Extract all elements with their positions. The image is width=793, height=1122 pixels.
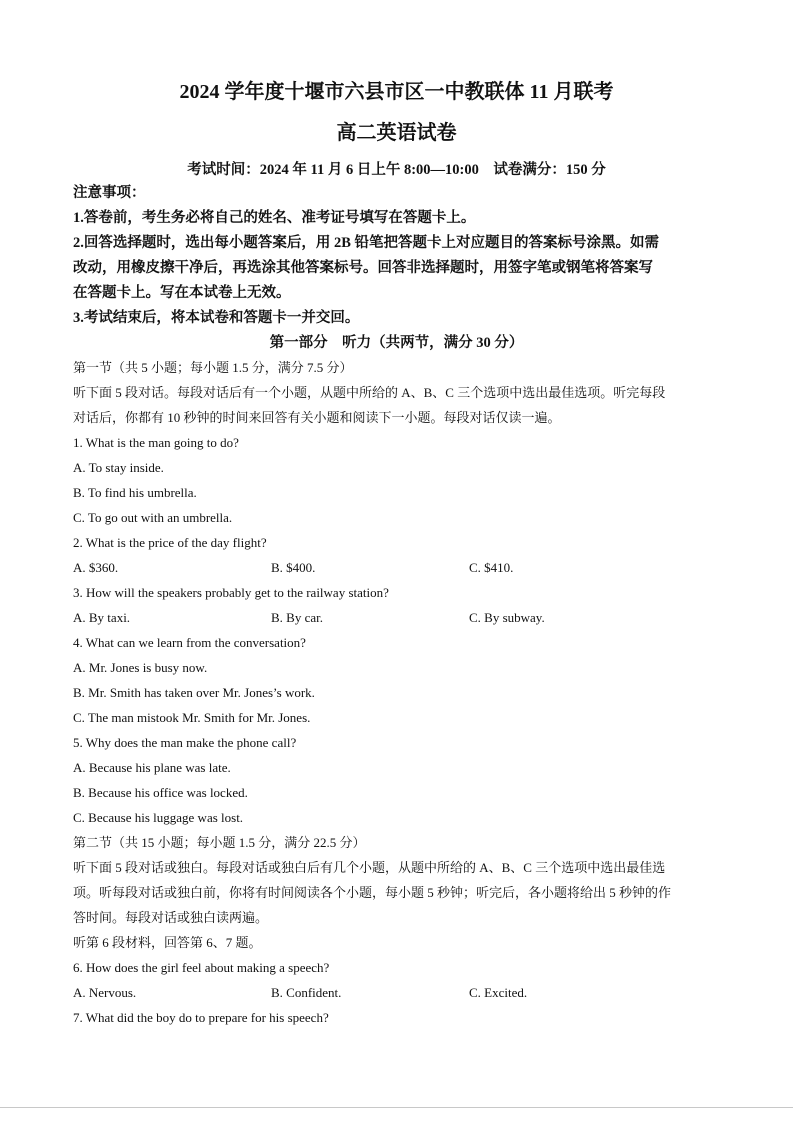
exam-time-and-score: 考试时间：2024 年 11 月 6 日上午 8:00—10:00 试卷满分：150 分 (187, 162, 606, 178)
question-7 (73, 1005, 720, 1030)
option-c: C. The man mistook Mr. Smith for Mr. Jones. (73, 710, 311, 725)
option-a: A. Mr. Jones is busy now. (73, 660, 208, 675)
notice-item: 2.回答选择题时，选出每小题答案后，用 2B 铅笔把答题卡上对应题目的答案标号涂黑。如需 (73, 235, 660, 251)
option-a: A. Because his plane was late. (73, 760, 231, 775)
exam-title: 2024 学年度十堰市六县市区一中教联体 11 月联考 (179, 81, 614, 103)
option-c: C. $410. (469, 560, 514, 575)
option-a: A. Nervous. (73, 985, 137, 1000)
option-a: A. By taxi. (73, 610, 131, 625)
option-c: C. To go out with an umbrella. (73, 510, 233, 525)
option-a: A. $360. (73, 560, 119, 575)
question-text: 3. How will the speakers probably get to the railway station? (73, 585, 389, 600)
option-c: C. Excited. (469, 985, 528, 1000)
notice-item: 3.考试结束后，将本试卷和答题卡一并交回。 (73, 310, 360, 326)
question-text: 2. What is the price of the day flight? (73, 535, 267, 550)
question-5 (73, 730, 720, 830)
notice-heading: 注意事项： (73, 185, 146, 201)
question-3 (73, 580, 720, 630)
option-b: B. By car. (271, 610, 323, 625)
notice-item: 1.答卷前，考生务必将自己的姓名、准考证号填写在答题卡上。 (73, 210, 476, 226)
option-b: B. Because his office was locked. (73, 785, 248, 800)
option-c: C. Because his luggage was lost. (73, 810, 244, 825)
section1 (73, 355, 720, 830)
option-b: B. Confident. (271, 985, 342, 1000)
question-2 (73, 530, 720, 580)
section1-instructions: 对话后，你都有 10 秒钟的时间来回答有关小题和阅读下一小题。每段对话仅读一遍。 (73, 410, 561, 425)
question-text: 1. What is the man going to do? (73, 435, 239, 450)
options-row (73, 555, 720, 580)
question-6 (73, 955, 720, 1005)
section2 (73, 830, 720, 1030)
question-text: 6. How does the girl feel about making a speech? (73, 960, 330, 975)
question-1 (73, 430, 720, 530)
question-text: 5. Why does the man make the phone call? (73, 735, 297, 750)
question-4 (73, 630, 720, 730)
notice-item: 在答题卡上。写在本试卷上无效。 (73, 285, 291, 301)
options-row (73, 605, 720, 630)
section1-instructions: 听下面 5 段对话。每段对话后有一个小题，从题中所给的 A、B、C 三个选项中选出最佳选项。听完每段 (73, 385, 666, 400)
exam-subtitle: 高二英语试卷 (336, 122, 457, 144)
section2-heading: 第二节（共 15 小题；每小题 1.5 分，满分 22.5 分） (73, 835, 366, 850)
option-a: A. To stay inside. (73, 460, 164, 475)
options-row (73, 980, 720, 1005)
option-b: B. $400. (271, 560, 316, 575)
option-b: B. Mr. Smith has taken over Mr. Jones’s work. (73, 685, 315, 700)
option-c: C. By subway. (469, 610, 545, 625)
material-6-note: 听第 6 段材料，回答第 6、7 题。 (73, 935, 262, 950)
section2-instructions: 项。听每段对话或独白前，你将有时间阅读各个小题，每小题 5 秒钟；听完后，各小题将给出 5 秒钟的作 (73, 885, 672, 900)
option-b: B. To find his umbrella. (73, 485, 197, 500)
question-text: 4. What can we learn from the conversation? (73, 635, 306, 650)
notice-item: 改动，用橡皮擦干净后，再选涂其他答案标号。回答非选择题时，用签字笔或钢笔将答案写 (73, 260, 653, 276)
section2-instructions: 答时间。每段对话或独白读两遍。 (73, 910, 269, 925)
notice-section (73, 181, 720, 331)
part1-heading: 第一部分 听力（共两节，满分 30 分） (269, 335, 524, 351)
section2-instructions: 听下面 5 段对话或独白。每段对话或独白后有几个小题，从题中所给的 A、B、C 三个选项中选出最佳选 (73, 860, 666, 875)
question-text: 7. What did the boy do to prepare for his speech? (73, 1010, 329, 1025)
section1-heading: 第一节（共 5 小题；每小题 1.5 分，满分 7.5 分） (73, 360, 353, 375)
page-bottom-divider (0, 1107, 793, 1108)
